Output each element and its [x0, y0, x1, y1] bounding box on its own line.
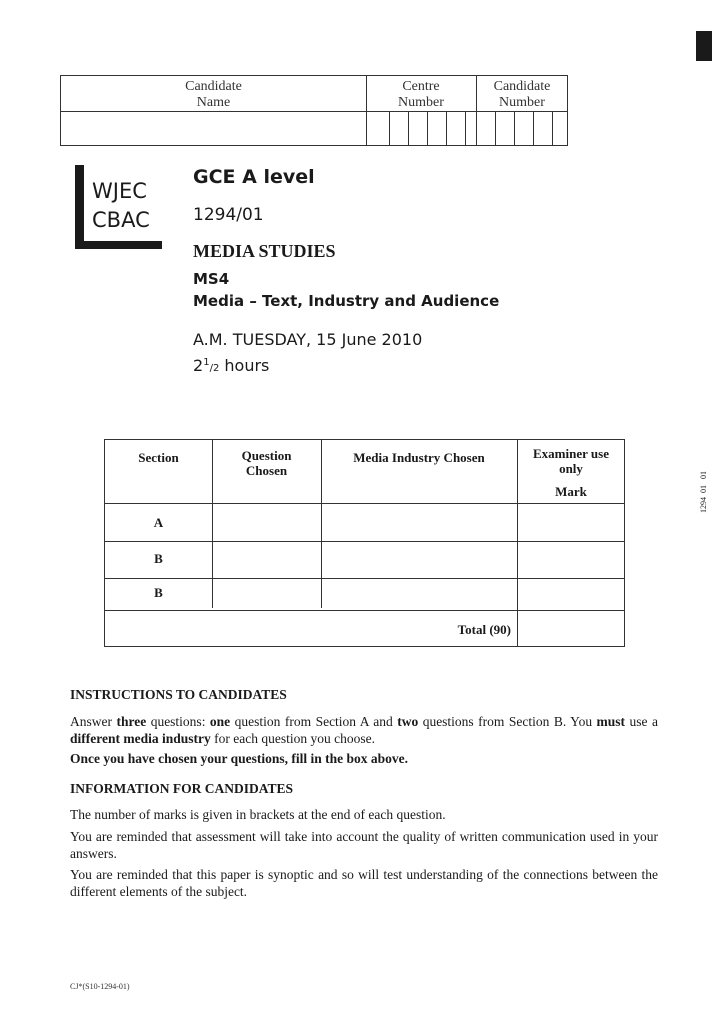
total-mark-field — [519, 612, 623, 646]
candidate-box-divider — [61, 111, 567, 112]
instr-text-5: use a — [625, 714, 658, 729]
candidate-name-field[interactable] — [63, 113, 364, 145]
instr-bold-one: one — [209, 714, 231, 729]
instr-text-2: questions: — [146, 714, 210, 729]
header-examiner-use: Examiner use only — [533, 446, 609, 476]
candidate-details-box — [60, 75, 568, 146]
instr-text-3: question from Section A and — [230, 714, 398, 729]
qualification-title: GCE A level — [193, 166, 315, 188]
instr-text-1: Answer — [70, 714, 117, 729]
question-chosen-field-row3[interactable] — [214, 580, 319, 608]
instructions-paragraph — [70, 713, 658, 747]
question-chosen-field-row2[interactable] — [214, 543, 319, 576]
logo-wjec-text: WJEC — [92, 179, 147, 203]
duration-whole: 2 — [193, 356, 204, 375]
subject-title: MEDIA STUDIES — [193, 241, 336, 261]
side-paper-code — [697, 445, 709, 515]
footer-code: CJ*(S10-1294-01) — [70, 982, 130, 991]
information-quality: You are reminded that assessment will take into account the quality of written communication used in your answers. — [70, 829, 658, 861]
corner-registration-mark — [696, 31, 712, 61]
instr-bold-must: must — [596, 714, 626, 729]
question-chosen-field-row1[interactable] — [214, 505, 319, 539]
duration-numerator: 1 — [203, 357, 210, 368]
information-marks: The number of marks is given in brackets at the end of each question. — [70, 807, 446, 822]
information-synoptic: You are reminded that this paper is synoptic and so will test understanding of the connections between the different elements of the subject. — [70, 867, 658, 899]
instr-text-4: questions from Section B. You — [418, 714, 597, 729]
information-heading: INFORMATION FOR CANDIDATES — [70, 781, 294, 796]
candidate-name-label: Candidate Name — [185, 79, 242, 110]
candidate-number-field[interactable] — [479, 113, 567, 145]
duration-unit: hours — [224, 356, 270, 375]
header-question-chosen: Question Chosen — [241, 448, 292, 478]
row-section-a: A — [153, 515, 164, 530]
question-record-table — [104, 439, 625, 647]
logo-cbac-text: CBAC — [92, 208, 150, 232]
instr-bold-two: two — [397, 714, 419, 729]
centre-number-field[interactable] — [370, 113, 474, 145]
instructions-heading: INSTRUCTIONS TO CANDIDATES — [70, 687, 287, 702]
row-section-b1: B — [154, 551, 163, 566]
logo-graphic — [74, 165, 164, 249]
centre-number-label: Centre Number — [398, 79, 444, 110]
instr-text-6: for each question you choose. — [210, 731, 375, 746]
exam-duration: $2^1/2$ hours — [193, 356, 270, 375]
total-label: Total (90) — [457, 622, 511, 637]
paper-title: Media – Text, Industry and Audience — [193, 292, 500, 310]
media-industry-field-row1[interactable] — [323, 505, 515, 539]
instructions-fill-box: Once you have chosen your questions, fill in the box above. — [70, 751, 409, 766]
instr-bold-different-industry: different media industry — [70, 731, 211, 746]
mark-field-row2 — [519, 543, 623, 576]
mark-field-row1 — [519, 505, 623, 539]
candidate-number-label: Candidate Number — [493, 79, 551, 110]
header-media-industry: Media Industry Chosen — [353, 450, 485, 465]
media-industry-field-row2[interactable] — [323, 543, 515, 576]
side-code-text: 1294 01 01 — [699, 471, 708, 513]
wjec-cbac-logo — [74, 165, 164, 249]
paper-code: 1294/01 — [193, 205, 264, 225]
unit-code: MS4 — [193, 270, 230, 288]
mark-field-row3 — [519, 580, 623, 608]
media-industry-field-row3[interactable] — [323, 580, 515, 608]
header-mark: Mark — [555, 484, 587, 499]
exam-date: A.M. TUESDAY, 15 June 2010 — [193, 330, 423, 349]
header-section: Section — [138, 450, 179, 465]
row-section-b2: B — [154, 585, 163, 600]
instr-bold-three: three — [116, 714, 147, 729]
duration-denominator: 2 — [212, 363, 220, 374]
